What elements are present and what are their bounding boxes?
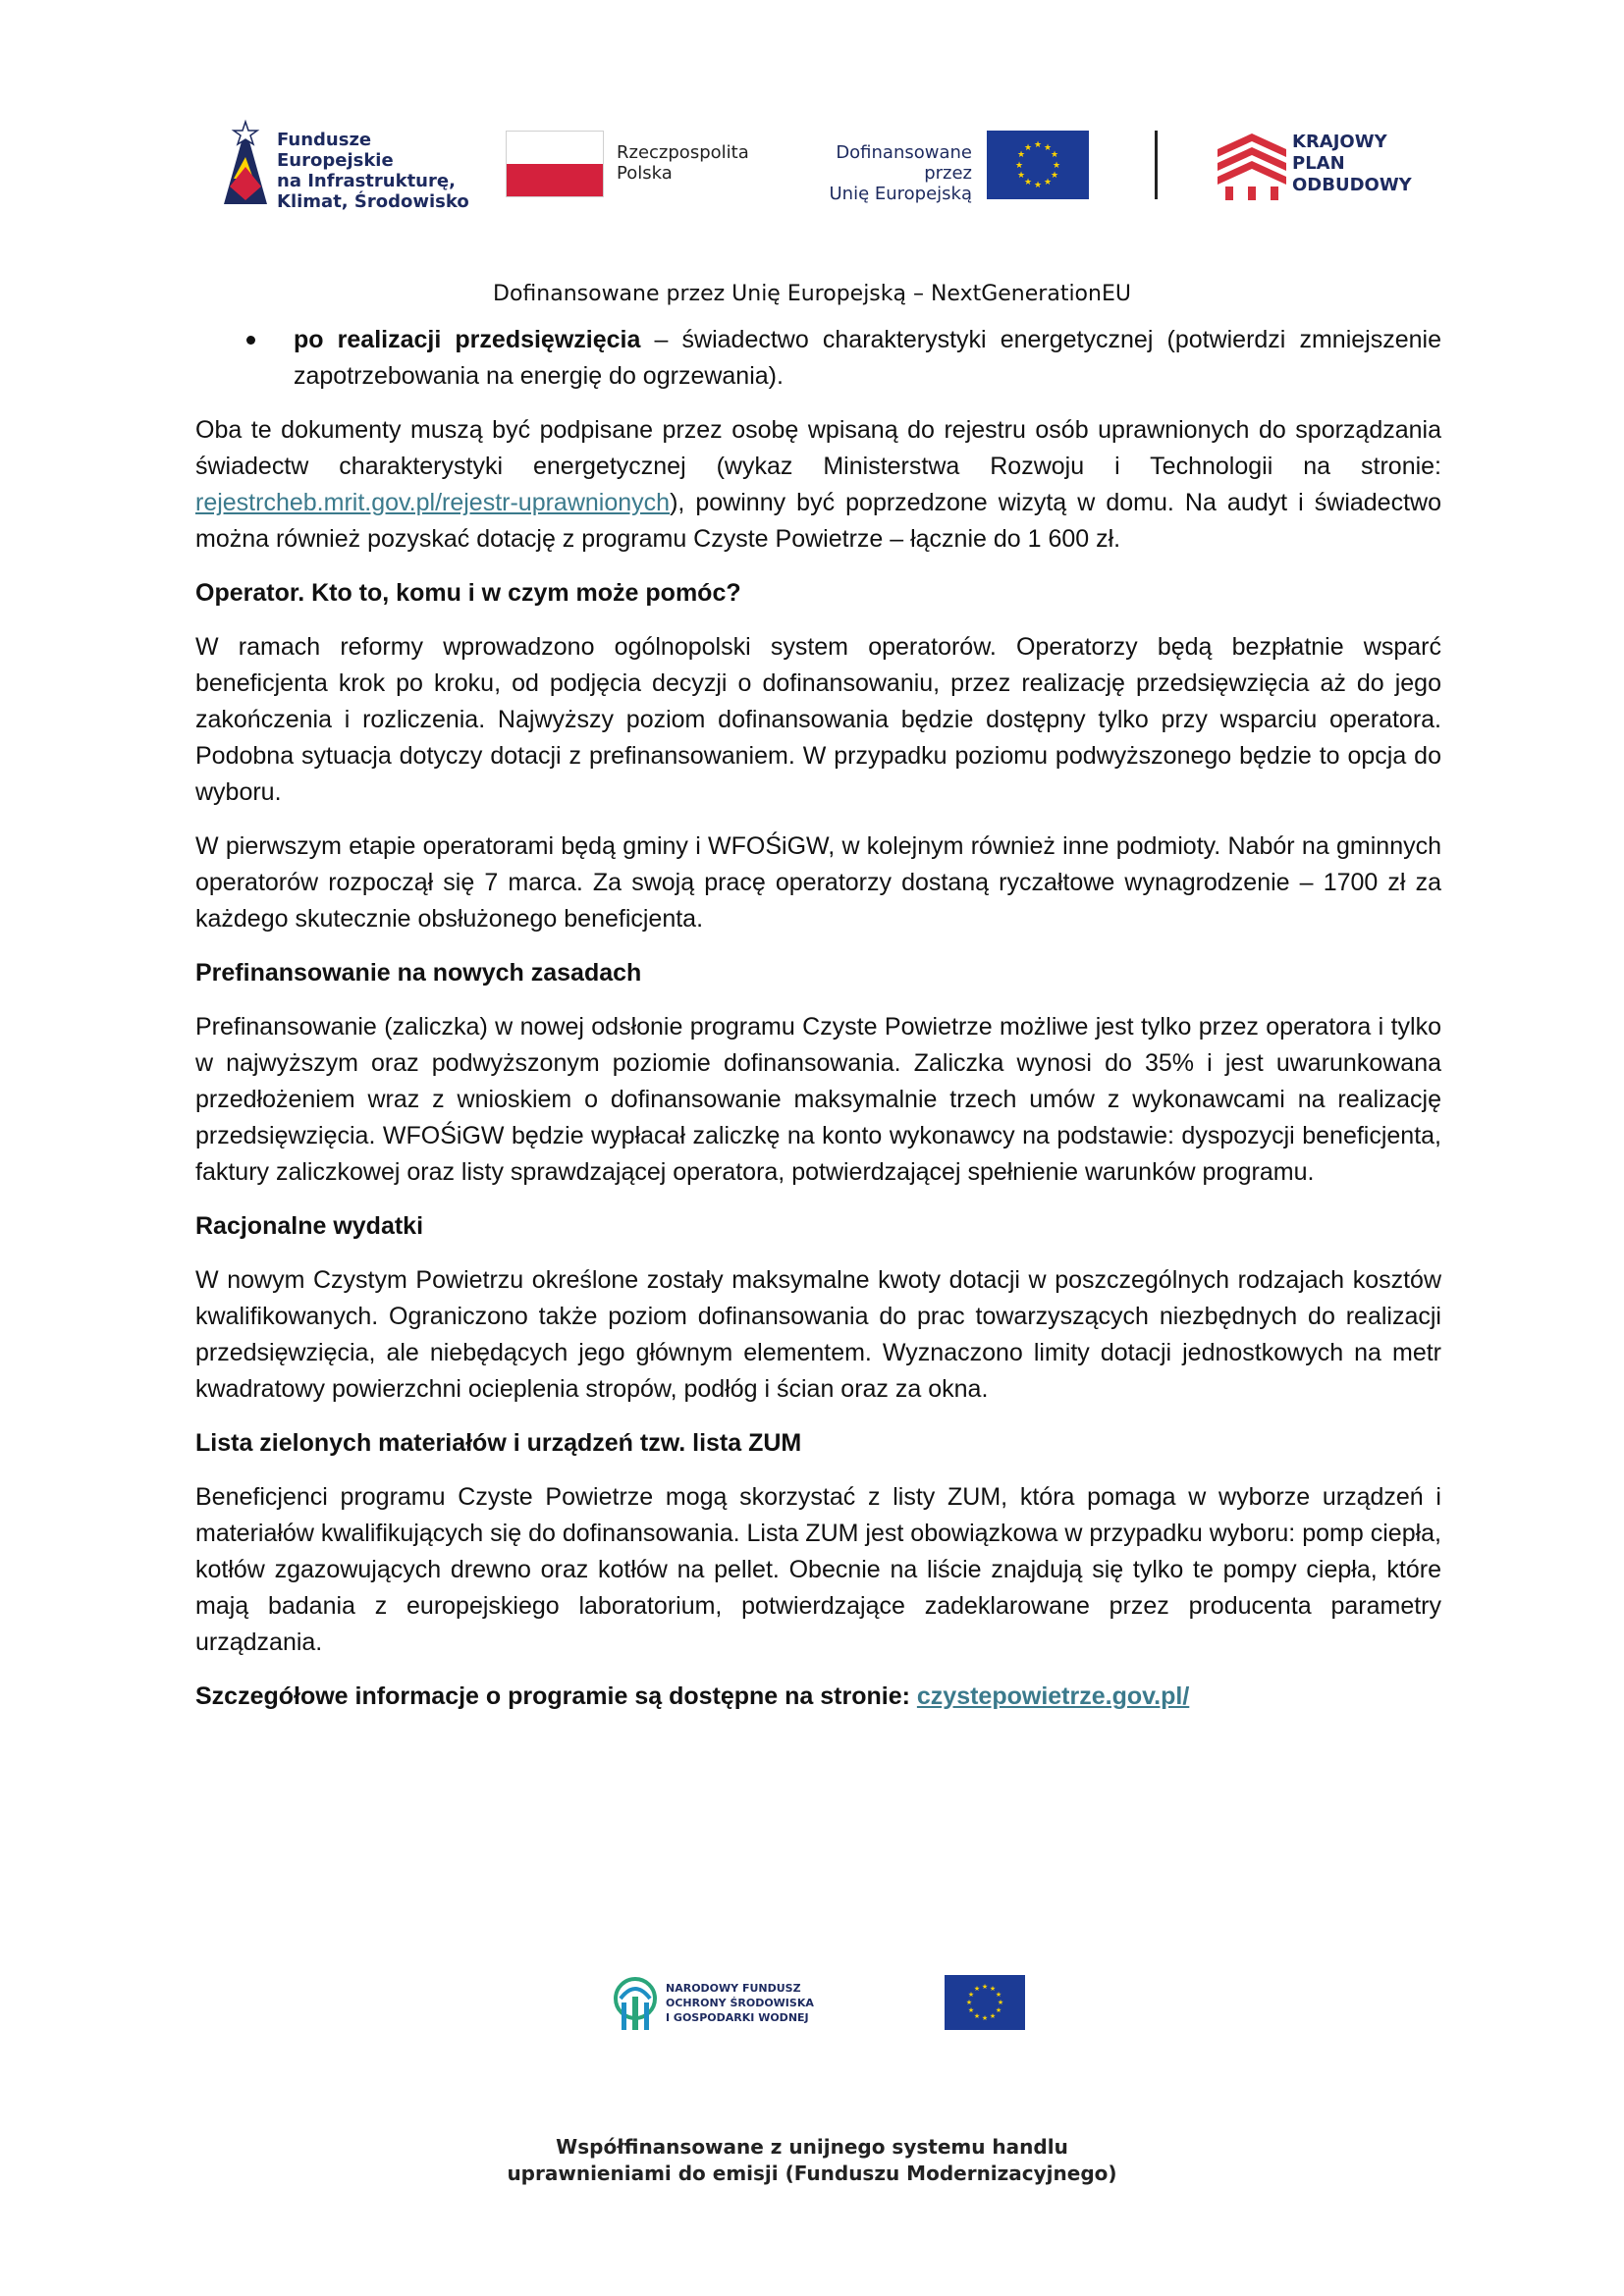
- heading-racjonalne-wydatki: Racjonalne wydatki: [195, 1212, 424, 1240]
- polish-flag-icon: [506, 131, 604, 197]
- final-info-text: Szczegółowe informacje o programie są dostępne na stronie:: [195, 1682, 917, 1710]
- kpo-logo-text: KRAJOWY PLAN ODBUDOWY: [1292, 132, 1412, 195]
- eu-funding-text: Dofinansowane przez Unię Europejską: [829, 142, 972, 204]
- bullet-dot-icon: [246, 336, 255, 345]
- svg-text:★: ★: [1052, 161, 1061, 171]
- footer-cofinancing-text: Współfinansowane z unijnego systemu handlu uprawnieniami do emisji (Funduszu Modernizacyjnego): [507, 2135, 1117, 2185]
- header-logo-bar: [0, 0, 1624, 226]
- svg-text:★: ★: [997, 1999, 1004, 2006]
- svg-text:★: ★: [1016, 171, 1026, 181]
- svg-text:★: ★: [965, 1999, 973, 2006]
- svg-text:★: ★: [973, 1985, 981, 1993]
- nfosigw-logo: [611, 1977, 837, 2034]
- svg-text:★: ★: [1023, 143, 1033, 153]
- czystepowietrze-link[interactable]: czystepowietrze.gov.pl/: [916, 1682, 1190, 1710]
- krajowy-plan-odbudowy-logo: [1218, 130, 1434, 200]
- eu-flag-icon: [987, 131, 1089, 199]
- fe-star-icon: [216, 118, 273, 208]
- bullet-item: [195, 322, 1441, 395]
- nfosigw-logo-text: NARODOWY FUNDUSZ OCHRONY ŚRODOWISKA I GOSPODARKI WODNEJ: [666, 1982, 814, 2024]
- paragraph-documents-text: Oba te dokumenty muszą być podpisane przez osobę wpisaną do rejestru osób uprawnionych do sporządzania świadectw charakterystyki energetycznej (wykaz Ministerstwa Rozwoju i Technologii na stronie:: [195, 416, 1441, 480]
- svg-text:★: ★: [981, 1983, 989, 1991]
- svg-text:★: ★: [973, 2012, 981, 2020]
- rejestr-link[interactable]: rejestrcheb.mrit.gov.pl/rejestr-uprawnionych: [195, 489, 671, 516]
- paragraph-documents: [195, 412, 1441, 558]
- svg-text:★: ★: [1014, 161, 1024, 171]
- paragraph-racjonalne-wydatki: W nowym Czystym Powietrzu określone zostały maksymalne kwoty dotacji w poszczególnych rodzajach kosztów kwalifikowanych. Ograniczono także poziom dofinansowania do prac towarzyszących niezbędnych do realizacji przedsięwzięcia, ale niebędących jego głównym elementem. Wyznaczono limity dotacji jednostkowych na metr kwadratowy powierzchni ocieplenia stropów, podłóg i ścian oraz za okna.: [195, 1266, 1441, 1403]
- svg-text:★: ★: [1043, 178, 1053, 187]
- svg-text:★: ★: [1023, 178, 1033, 187]
- rzeczpospolita-text: Rzeczpospolita Polska: [617, 142, 749, 184]
- svg-text:★: ★: [967, 2006, 975, 2014]
- kpo-stripes-icon: [1218, 130, 1286, 200]
- nfosigw-tree-icon: [611, 1977, 660, 2032]
- paragraph-lista-zum: Beneficjenci programu Czyste Powietrze mogą skorzystać z listy ZUM, która pomaga w wyborze urządzeń i materiałów kwalifikujących się do dofinansowania. Lista ZUM jest obowiązkowa w przypadku wyboru: pomp ciepła, kotłów zgazowujących drewno oraz kotłów na pellet. Obecnie na liście znajdują się tylko te pompy ciepła, które mają badania z europejskiego laboratorium, potwierdzające zadeklarowane przez producenta parametry urządzania.: [195, 1483, 1441, 1656]
- svg-text:★: ★: [995, 2006, 1002, 2014]
- final-info-line: [195, 1679, 1441, 1715]
- bullet-text: – świadectwo charakterystyki energetycznej (potwierdzi zmniejszenie zapotrzebowania na energię do ogrzewania).: [294, 326, 1441, 390]
- paragraph-operator-stage: W pierwszym etapie operatorami będą gminy i WFOŚiGW, w kolejnym również inne podmioty. Nabór na gminnych operatorów rozpoczął się 7 marca. Za swoją pracę operatorzy dostaną ryczałtowe wynagrodzenie – 1700 zł za każdego skutecznie obsłużonego beneficjenta.: [195, 832, 1441, 933]
- heading-prefinansowanie: Prefinansowanie na nowych zasadach: [195, 959, 642, 987]
- svg-text:★: ★: [1033, 140, 1043, 150]
- fe-logo-text: Fundusze Europejskie na Infrastrukturę, Klimat, Środowisko: [277, 130, 469, 212]
- document-body: [195, 322, 1441, 1733]
- logo-divider: [1155, 131, 1158, 199]
- paragraph-prefinansowanie: Prefinansowanie (zaliczka) w nowej odsłonie programu Czyste Powietrze możliwe jest tylko przez operatora i tylko w najwyższym oraz podwyższonym poziomie dofinansowania. Zaliczka wynosi do 35% i jest uwarunkowana przedłożeniem wraz z wnioskiem o dofinansowanie maksymalnie trzech umów z wykonawcami na realizację przedsięwzięcia. WFOŚiGW będzie wypłacał zaliczkę na konto wykonawcy na podstawie: dyspozycji beneficjenta, faktury zaliczkowej oraz listy sprawdzającej operatora, potwierdzającej spełnienie warunków programu.: [195, 1013, 1441, 1186]
- svg-text:★: ★: [1043, 143, 1053, 153]
- fundusze-europejskie-logo: [216, 118, 471, 212]
- svg-text:★: ★: [1016, 150, 1026, 160]
- svg-text:★: ★: [995, 1991, 1002, 1999]
- svg-text:★: ★: [1050, 171, 1059, 181]
- heading-operator: Operator. Kto to, komu i w czym może pomóc?: [195, 579, 741, 607]
- heading-lista-zum: Lista zielonych materiałów i urządzeń tzw. lista ZUM: [195, 1429, 802, 1457]
- svg-text:★: ★: [1050, 150, 1059, 160]
- svg-text:★: ★: [1033, 181, 1043, 190]
- svg-text:★: ★: [967, 1991, 975, 1999]
- paragraph-operator-system: W ramach reformy wprowadzono ogólnopolski system operatorów. Operatorzy będą bezpłatnie wsparć beneficjenta krok po kroku, od podjęcia decyzji o dofinansowaniu, przez realizację przedsięwzięcia aż do jego zakończenia i rozliczenia. Najwyższy poziom dofinansowania będzie dostępny tylko przy wsparciu operatora. Podobna sytuacja dotyczy dotacji z prefinansowaniem. W przypadku poziomu podwyższonego będzie to opcja do wyboru.: [195, 633, 1441, 806]
- funding-subtitle: Dofinansowane przez Unię Europejską – NextGenerationEU: [493, 282, 1131, 306]
- paragraph-documents-text-end: ), powinny być poprzedzone wizytą w domu. Na audyt i świadectwo można również pozyskać dotację z programu Czyste Powietrze – łącznie do 1 600 zł.: [195, 489, 1441, 553]
- svg-text:★: ★: [989, 1985, 997, 1993]
- bullet-bold-label: po realizacji przedsięwzięcia: [294, 326, 641, 353]
- svg-text:★: ★: [989, 2012, 997, 2020]
- eu-flag-footer-icon: [945, 1975, 1025, 2030]
- svg-text:★: ★: [981, 2014, 989, 2022]
